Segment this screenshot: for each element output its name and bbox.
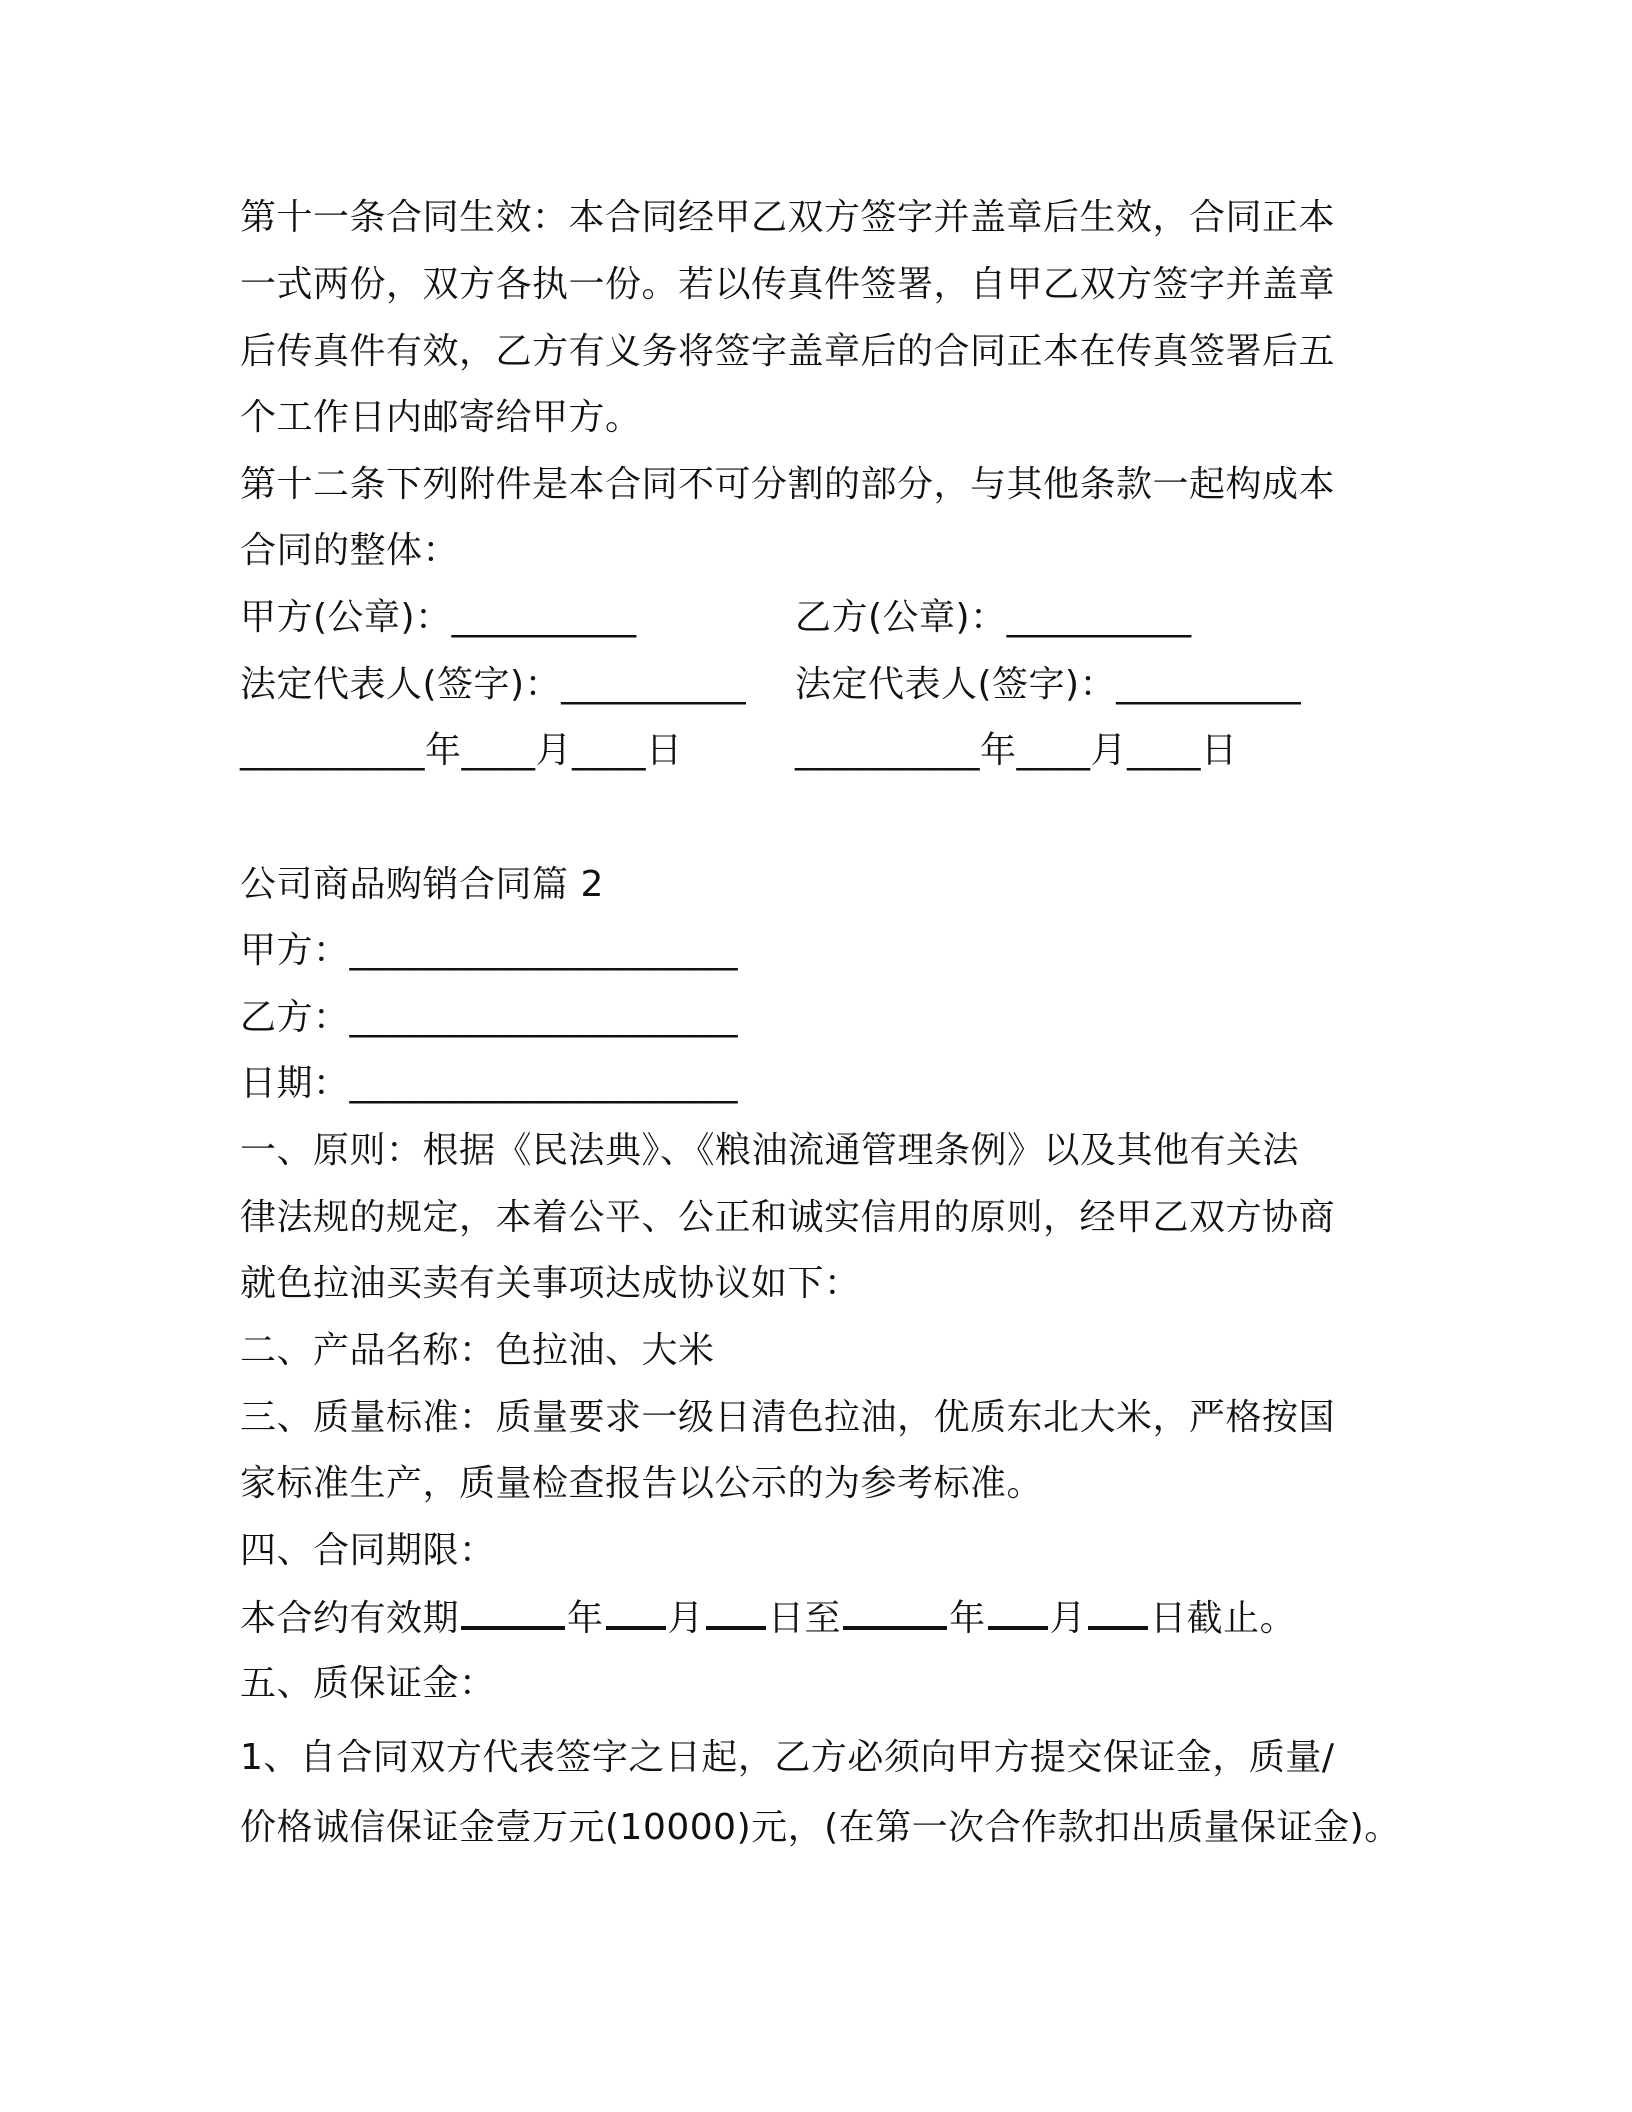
contract2-party-b: 乙方：_____________________ (240, 997, 739, 1038)
term-line (240, 1596, 1296, 1641)
term-start-day-label: 日至 (768, 1598, 842, 1639)
article12-line2: 合同的整体： (240, 530, 460, 571)
principle-line2: 律法规的规定，本着公平、公正和诚实信用的原则，经甲乙双方协商 (240, 1197, 1336, 1238)
deposit-line2: 价格诚信保证金壹万元(10000)元，(在第一次合作款扣出质量保证金)。 (240, 1807, 1401, 1848)
contract2-party-a: 甲方：_____________________ (240, 930, 739, 971)
article12-line1: 第十二条下列附件是本合同不可分割的部分，与其他条款一起构成本 (240, 464, 1336, 505)
term-end-month-blank (988, 1596, 1048, 1630)
product-name: 二、产品名称：色拉油、大米 (240, 1330, 715, 1371)
term-prefix: 本合约有效期 (240, 1598, 460, 1639)
term-start-month-label: 月 (667, 1598, 705, 1639)
article11-line1: 第十一条合同生效：本合同经甲乙双方签字并盖章后生效，合同正本 (240, 197, 1336, 238)
term-end-day-label: 日截止。 (1150, 1598, 1297, 1639)
term-end-year-blank (843, 1596, 947, 1630)
article11-line3: 后传真件有效，乙方有义务将签字盖章后的合同正本在传真签署后五 (240, 331, 1336, 372)
article11-line2: 一式两份，双方各执一份。若以传真件签署，自甲乙双方签字并盖章 (240, 264, 1336, 305)
principle-line3: 就色拉油买卖有关事项达成协议如下： (240, 1263, 861, 1304)
term-end-month-label: 月 (1049, 1598, 1087, 1639)
deposit-line1: 1、自合同双方代表签字之日起，乙方必须向甲方提交保证金，质量/ (240, 1737, 1335, 1778)
term-start-day-blank (706, 1596, 766, 1630)
term-start-year-blank (461, 1596, 565, 1630)
quality-line1: 三、质量标准：质量要求一级日清色拉油，优质东北大米，严格按国 (240, 1397, 1336, 1438)
quality-line2: 家标准生产，质量检查报告以公示的为参考标准。 (240, 1463, 1044, 1504)
term-start-month-blank (606, 1596, 666, 1630)
party-a-rep-field: 法定代表人(签字)：__________ (240, 664, 747, 705)
contract2-date: 日期：_____________________ (240, 1063, 739, 1104)
party-b-rep-field: 法定代表人(签字)：__________ (795, 664, 1302, 705)
contract2-title: 公司商品购销合同篇 2 (240, 864, 604, 905)
article11-line4: 个工作日内邮寄给甲方。 (240, 397, 642, 438)
term-end-day-blank (1088, 1596, 1148, 1630)
party-a-date-field: __________年____月____日 (240, 730, 683, 771)
party-a-seal-field: 甲方(公章)：__________ (240, 597, 637, 638)
party-b-seal-field: 乙方(公章)：__________ (795, 597, 1192, 638)
term-end-year-label: 年 (949, 1598, 986, 1639)
party-b-date-field: __________年____月____日 (795, 730, 1238, 771)
principle-line1: 一、原则：根据《民法典》、《粮油流通管理条例》以及其他有关法 (240, 1130, 1300, 1171)
term-start-year-label: 年 (567, 1598, 604, 1639)
term-heading: 四、合同期限： (240, 1530, 496, 1571)
deposit-heading: 五、质保证金： (240, 1663, 496, 1704)
